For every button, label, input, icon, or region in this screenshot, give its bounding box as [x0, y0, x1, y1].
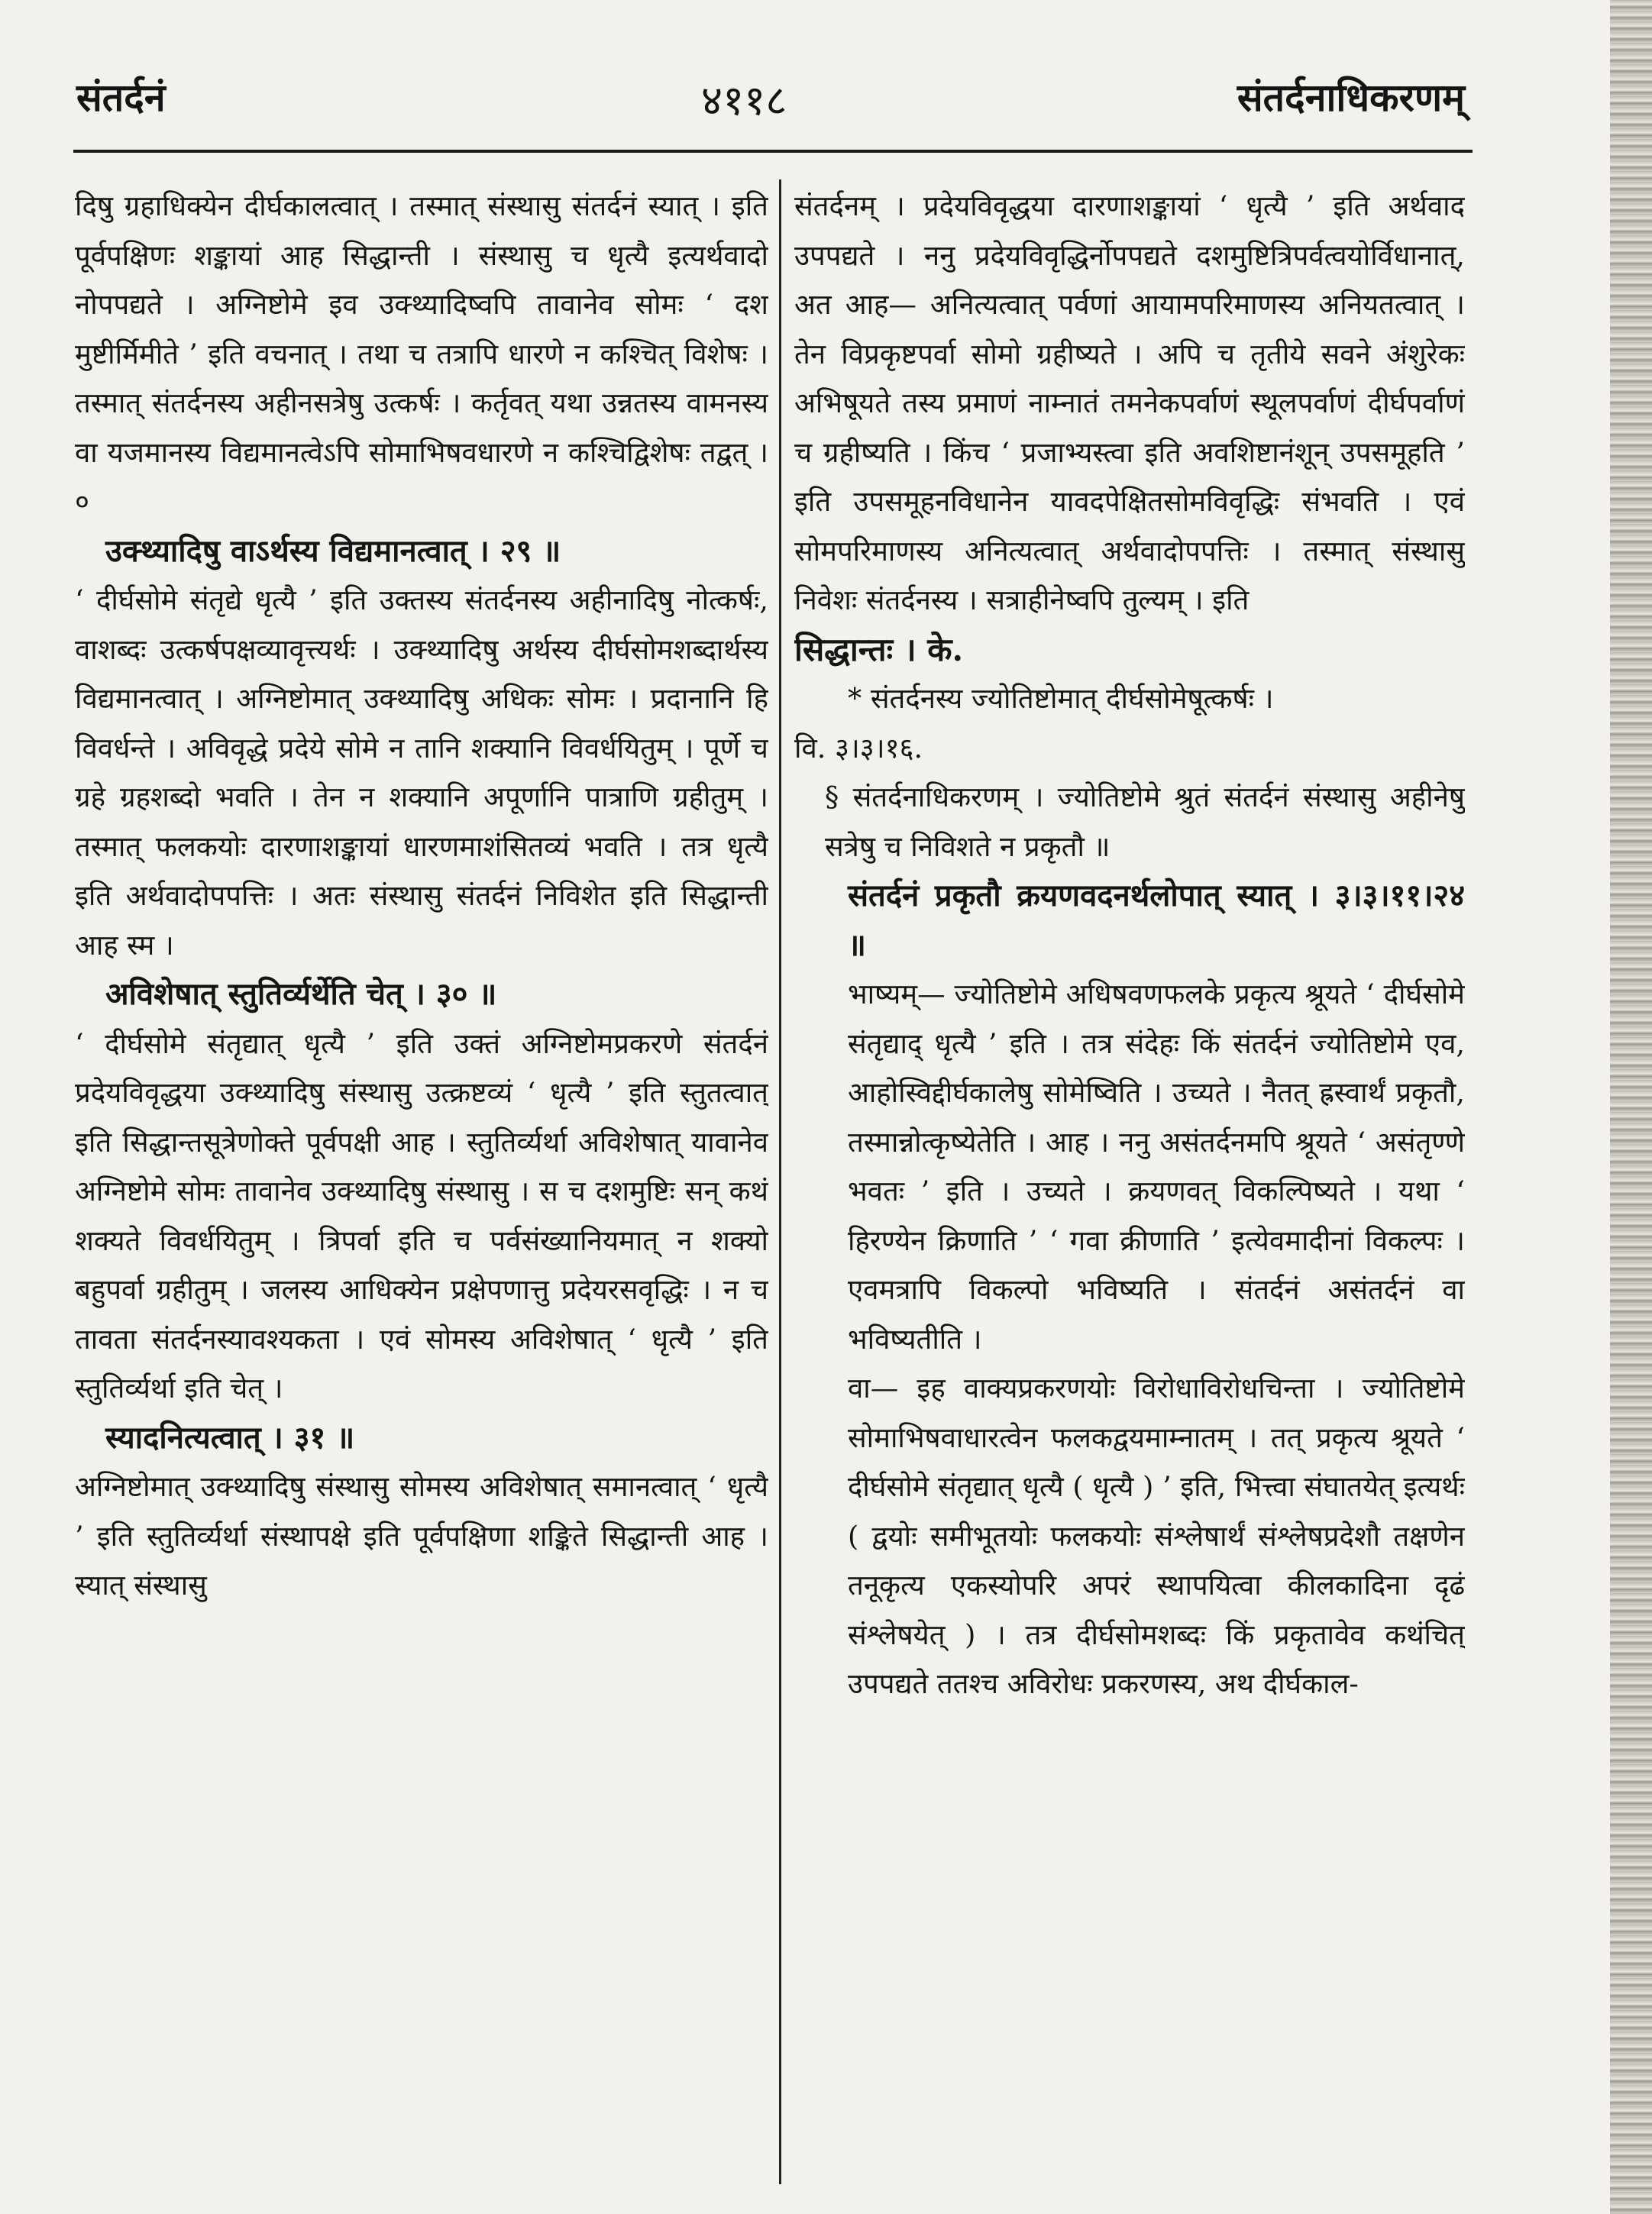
scanned-page-edge [1610, 0, 1652, 2214]
paragraph: ‘ दीर्घसोमे संतृद्यात् धृत्यै ’ इति उक्तं अग्निष्टोमप्रकरणे संतर्दनं प्रदेयविवृद्धया उक्थ्यादिषु संस्थासु उत्क्रष्टव्यं ‘ धृत्यै ’ इति स्तुतत्वात् इति सिद्धान्तसूत्रेणोक्ते पूर्वपक्षी आह । स्तुतिर्व्यर्था अविशेषात् यावानेव अग्निष्टोमे सोमः तावानेव उक्थ्यादिषु संस्थासु । स च दशमुष्टिः सन् कथं शक्यते विवर्धयितुम् । त्रिपर्वा इति च पर्वसंख्यानियमात् न शक्यो बहुपर्वा ग्रहीतुम् । जलस्य आधिक्येन प्रक्षेपणात्तु प्रदेयरसवृद्धिः । न च तावता संतर्दनस्यावश्यकता । एवं सोमस्य अविशेषात् ‘ धृत्यै ’ इति स्तुतिर्व्यर्था इति चेत् । [75, 1026, 768, 1404]
header-right-title: संतर्दनाधिकरणम् [1237, 75, 1465, 120]
bhashya-paragraph: भाष्यम्— ज्योतिष्टोमे अधिषवणफलके प्रकृत्य श्रूयते ‘ दीर्घसोमे संतृद्याद् धृत्यै ’ इति । तत्र संदेहः किं संतर्दनं ज्योतिष्टोमे एव, आहोस्विद्दीर्घकालेषु सोमेष्विति । उच्यते । नैतत् ह्रस्वार्थं प्रकृतौ, तस्मान्नोत्कृष्येतेति । आह । ननु असंतर्दनमपि श्रूयते ‘ असंतृण्णे भवतः ’ इति । उच्यते । क्रयणवत् विकल्पिष्यते । यथा ‘ हिरण्येन क्रिणाति ’ ‘ गवा क्रीणाति ’ इत्येवमादीनां विकल्पः । एवमत्रापि विकल्पो भविष्यति । संतर्दनं असंतर्दनं वा भविष्यतीति । [848, 978, 1465, 1356]
paragraph: संतर्दनम् । प्रदेयविवृद्धया दारणाशङ्कायां ‘ धृत्यै ’ इति अर्थवाद उपपद्यते । ननु प्रदेयविवृद्धिर्नोपपद्यते दशमुष्टित्रिपर्वत्वयोर्विधानात्, अत आह— अनित्यत्वात् पर्वणां आयामपरिमाणस्य अनियतत्वात् । तेन विप्रकृष्टपर्वा सोमो ग्रहीष्यते । अपि च तृतीये सवने अंशुरेकः अभिषूयते तस्य प्रमाणं नाम्नातं तमनेकपर्वाणं स्थूलपर्वाणं दीर्घपर्वाणं च ग्रहीष्यति । किंच ‘ प्रजाभ्यस्त्वा इति अवशिष्टानंशून् उपसमूहति ’ इति उपसमूहनविधानेन यावदपेक्षितसोमविवृद्धिः संभवति । एवं सोमपरिमाणस्य अनित्यत्वात् अर्थवादोपपत्तिः । तस्मात् संस्थासु निवेशः संतर्दनस्य । सत्राहीनेष्वपि तुल्यम् । इति [794, 189, 1465, 616]
adhikarana-heading: § संतर्दनाधिकरणम् । ज्योतिष्टोमे श्रुतं संतर्दनं संस्थासु अहीनेषु सत्रेषु च निविशते न प्रकृतौ ॥ [825, 781, 1465, 863]
page-header [67, 70, 1465, 131]
right-column [794, 182, 1465, 2183]
siddhanta-label: सिद्धान्तः । के. [794, 630, 964, 668]
page-number: ४११८ [701, 76, 787, 124]
paragraph: ‘ दीर्घसोमे संतृद्ये धृत्यै ’ इति उक्तस्य संतर्दनस्य अहीनादिषु नोत्कर्षः, वाशब्दः उत्कर्षपक्षव्यावृत्त्यर्थः । उक्थ्यादिषु अर्थस्य दीर्घसोमशब्दार्थस्य विद्यमानत्वात् । अग्निष्टोमात् उक्थ्यादिषु अधिकः सोमः । प्रदानानि हि विवर्धन्ते । अविवृद्धे प्रदेये सोमे न तानि शक्यानि विवर्धयितुम् । पूर्णे च ग्रहे ग्रहशब्दो भवति । तेन न शक्यानि अपूर्णानि पात्राणि ग्रहीतुम् । तस्मात् फलकयोः दारणाशङ्कायां धारणमाशंसितव्यं भवति । तत्र धृत्यै इति अर्थवादोपपत्तिः । अतः संस्थासु संतर्दनं निविशेत इति सिद्धान्ती आह स्म । [75, 583, 768, 962]
column-divider [779, 179, 781, 2184]
sutra-heading: संतर्दनं प्रकृतौ क्रयणवदनर्थलोपात् स्यात् । ३।३।११।२४ ॥ [848, 878, 1465, 963]
vartika-paragraph: वा— इह वाक्यप्रकरणयोः विरोधाविरोधचिन्ता । ज्योतिष्टोमे सोमाभिषवाधारत्वेन फलकद्वयमाम्नातम् । तत् प्रकृत्य श्रूयते ‘ दीर्घसोमे संतृद्यात् धृत्यै ( धृत्यै ) ’ इति, भित्त्वा संघातयेत् इत्यर्थः ( द्वयोः समीभूतयोः फलकयोः संश्लेषार्थं संश्लेषप्रदेशौ तक्षणेन तनूकृत्य एकस्योपरि अपरं स्थापयित्वा कीलकादिना दृढं संश्लेषयेत् ) । तत्र दीर्घसोमशब्दः किं प्रकृतावेव कथंचित् उपपद्यते ततश्च अविरोधः प्रकरणस्य, अथ दीर्घकाल- [848, 1372, 1465, 1700]
footnote-topic: * संतर्दनस्य ज्योतिष्टोमात् दीर्घसोमेषूत्कर्षः । [848, 682, 1274, 715]
left-column [75, 182, 768, 2183]
header-left-title: संतर्दनं [76, 75, 166, 120]
sutra-heading: अविशेषात् स्तुतिर्व्यर्थेति चेत् । ३० ॥ [105, 976, 497, 1012]
section-reference: वि. ३।३।१६. [794, 731, 923, 764]
sutra-heading: स्यादनित्यत्वात् । ३१ ॥ [105, 1419, 355, 1456]
paragraph: दिषु ग्रहाधिक्येन दीर्घकालत्वात् । तस्मात् संस्थासु संतर्दनं स्यात् । इति पूर्वपक्षिणः शङ्कायां आह सिद्धान्ती । संस्थासु च धृत्यै इत्यर्थवादो नोपपद्यते । अग्निष्टोमे इव उक्थ्यादिष्वपि तावानेव सोमः ‘ दश मुष्टीर्मिमीते ’ इति वचनात् । तथा च तत्रापि धारणे न कश्चित् विशेषः । तस्मात् संतर्दनस्य अहीनसत्रेषु उत्कर्षः । कर्तृवत् यथा उन्नतस्य वामनस्य वा यजमानस्य विद्यमानत्वेऽपि सोमाभिषवधारणे न कश्चिद्विशेषः तद्वत् । ० [75, 189, 768, 518]
paragraph: अग्निष्टोमात् उक्थ्यादिषु संस्थासु सोमस्य अविशेषात् समानत्वात् ‘ धृत्यै ’ इति स्तुतिर्व्यर्था संस्थापक्षे इति पूर्वपक्षिणा शङ्किते सिद्धान्ती आह । स्यात् संस्थासु [75, 1470, 768, 1602]
header-rule [73, 150, 1473, 153]
sutra-heading: उक्थ्यादिषु वाऽर्थस्य विद्यमानत्वात् । २९ ॥ [105, 532, 561, 569]
